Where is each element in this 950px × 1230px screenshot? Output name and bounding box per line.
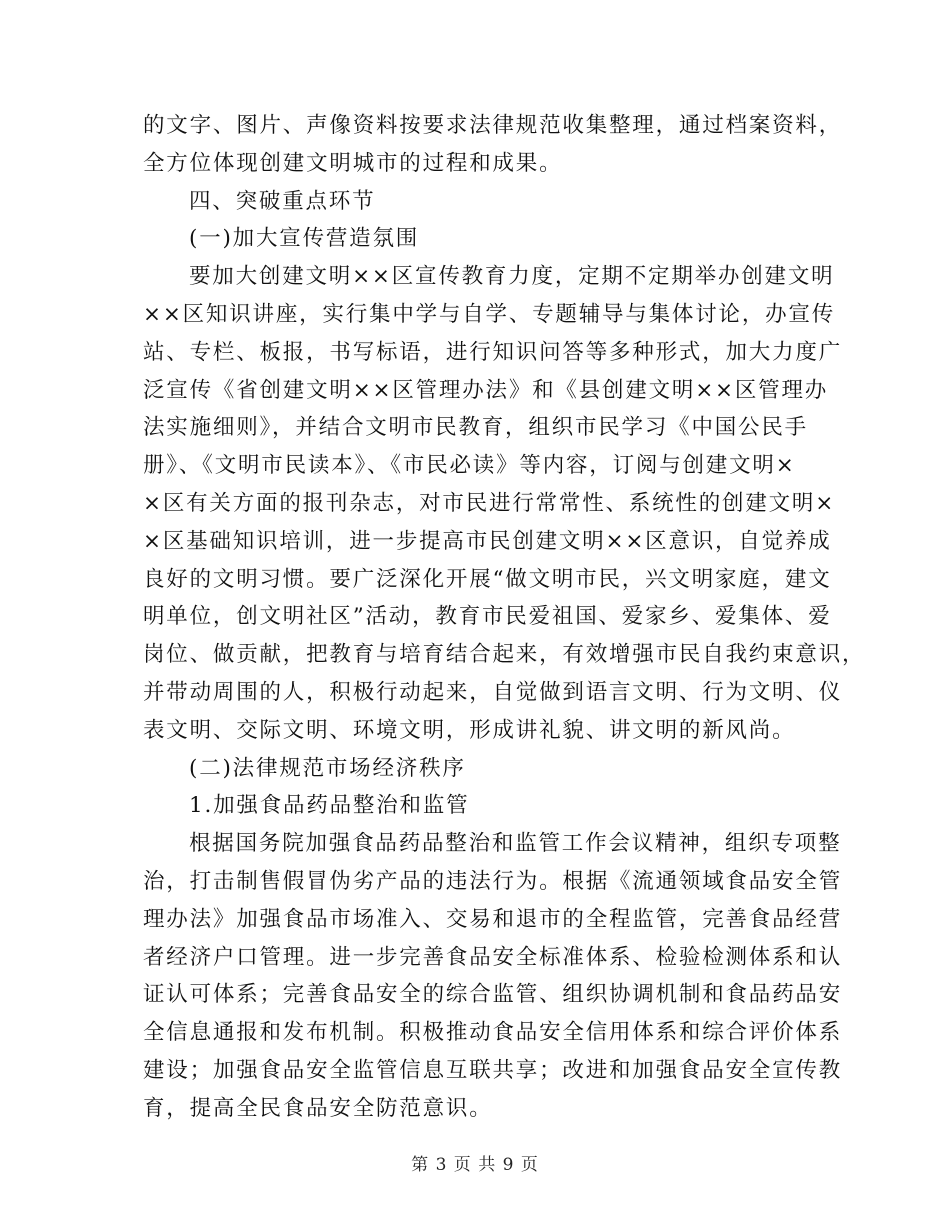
text-line: 站、专栏、板报，书写标语，进行知识问答等多种形式，加大力度广 (143, 339, 843, 365)
section-heading: 1.加强食品药品整治和监管 (189, 793, 470, 819)
text-line: 全方位体现创建文明城市的过程和成果。 (143, 150, 563, 176)
text-line: 明单位，创文明社区”活动，教育市民爱祖国、爱家乡、爱集体、爱 (143, 604, 832, 630)
text-line: 的文字、图片、声像资料按要求法律规范收集整理，通过档案资料， (143, 113, 843, 138)
text-line: 泛宣传《省创建文明××区管理办法》和《县创建文明××区管理办 (143, 377, 829, 403)
text-line: 证认可体系；完善食品安全的综合监管、组织协调机制和食品药品安 (143, 982, 843, 1008)
section-heading: (二)法律规范市场经济秩序 (189, 755, 466, 781)
text-line: 理办法》加强食品市场准入、交易和退市的全程监管，完善食品经营 (143, 906, 843, 932)
text-line: 岗位、做贡献，把教育与培育结合起来，有效增强市民自我约束意识， (143, 642, 866, 668)
text-line: 治，打击制售假冒伪劣产品的违法行为。根据《流通领域食品安全管 (143, 868, 843, 894)
text-line: 法实施细则》，并结合文明市民教育，组织市民学习《中国公民手 (143, 415, 808, 441)
document-body (143, 107, 866, 1128)
text-line: ××区知识讲座，实行集中学与自学、专题辅导与集体讨论，办宣传 (143, 301, 836, 327)
text-line: 者经济户口管理。进一步完善食品安全标准体系、检验检测体系和认 (143, 944, 843, 970)
section-heading: (一)加大宣传营造氛围 (189, 226, 420, 252)
text-line: 并带动周围的人，积极行动起来，自觉做到语言文明、行为文明、仪 (143, 679, 843, 705)
text-line: 表文明、交际文明、环境文明，形成讲礼貌、讲文明的新风尚。 (143, 717, 796, 743)
text-line: 建设；加强食品安全监管信息互联共享；改进和加强食品安全宣传教 (143, 1057, 843, 1083)
text-line: 良好的文明习惯。要广泛深化开展“做文明市民，兴文明家庭，建文 (143, 566, 832, 592)
page-footer: 第 3 页 共 9 页 (411, 1155, 539, 1175)
text-line: 根据国务院加强食品药品整治和监管工作会议精神，组织专项整 (189, 831, 842, 857)
text-line: 要加大创建文明××区宣传教育力度，定期不定期举办创建文明 (189, 264, 835, 290)
text-line: 全信息通报和发布机制。积极推动食品安全信用体系和综合评价体系 (143, 1020, 843, 1046)
text-line: 册》、《文明市民读本》、《市民必读》等内容，订阅与创建文明× (143, 453, 796, 479)
text-line: ×区有关方面的报刊杂志，对市民进行常常性、系统性的创建文明× (143, 490, 836, 516)
text-line: 育，提高全民食品安全防范意识。 (143, 1095, 493, 1121)
text-line: ×区基础知识培训，进一步提高市民创建文明××区意识，自觉养成 (143, 528, 832, 554)
section-heading: 四、突破重点环节 (189, 188, 376, 214)
